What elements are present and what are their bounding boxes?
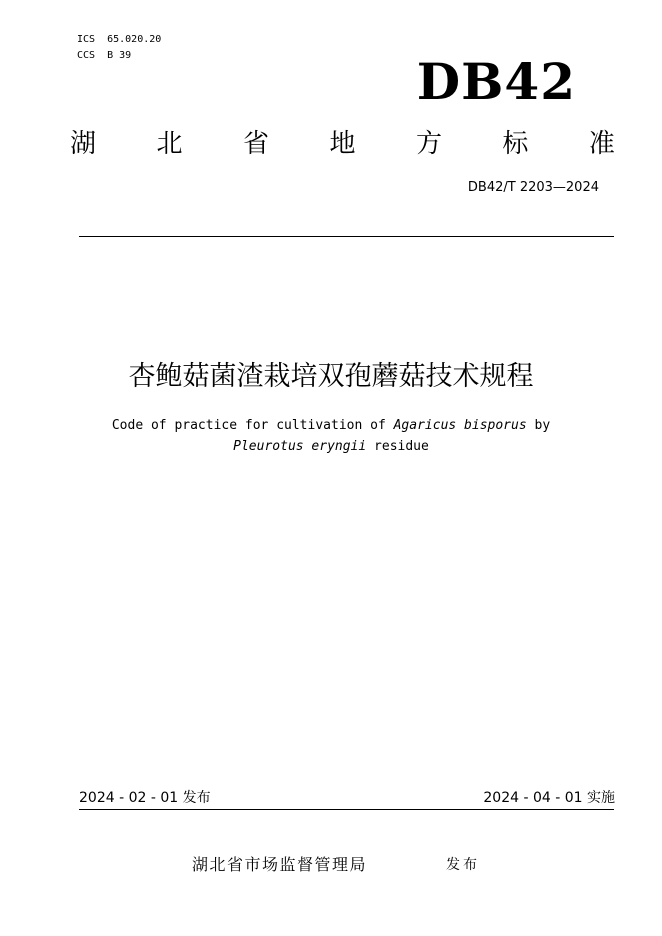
standard-number: DB42/T 2203—2024	[467, 180, 599, 195]
issuing-authority: 湖北省市场监督管理局	[192, 855, 368, 874]
title-english	[0, 415, 662, 457]
footer-divider	[79, 809, 614, 810]
category-char: 地	[329, 129, 356, 159]
publish-date: 2024 - 02 - 01 发布	[79, 790, 211, 806]
category-char: 方	[415, 129, 442, 159]
standard-prefix: DB42	[416, 52, 576, 111]
classification-codes	[77, 32, 161, 64]
title-en-text: by	[534, 418, 551, 433]
category-char: 湖	[70, 129, 97, 159]
category-char: 标	[502, 129, 529, 159]
title-en-text: residue	[374, 439, 429, 454]
title-chinese: 杏鲍菇菌渣栽培双孢蘑菇技术规程	[128, 361, 534, 392]
issue-label: 发布	[446, 857, 480, 873]
ics-code: ICS 65.020.20	[77, 34, 162, 45]
category-char: 北	[156, 129, 183, 159]
category-char: 省	[242, 129, 269, 159]
header-divider	[79, 236, 614, 237]
standard-category	[70, 124, 615, 164]
title-en-species: Agaricus bisporus	[393, 418, 527, 433]
ccs-code: CCS B 39	[77, 50, 132, 61]
title-en-species: Pleurotus eryngii	[233, 439, 367, 454]
title-en-text: Code of practice for cultivation of	[111, 418, 386, 433]
implement-date: 2024 - 04 - 01 实施	[483, 790, 615, 806]
category-char: 准	[588, 129, 615, 159]
